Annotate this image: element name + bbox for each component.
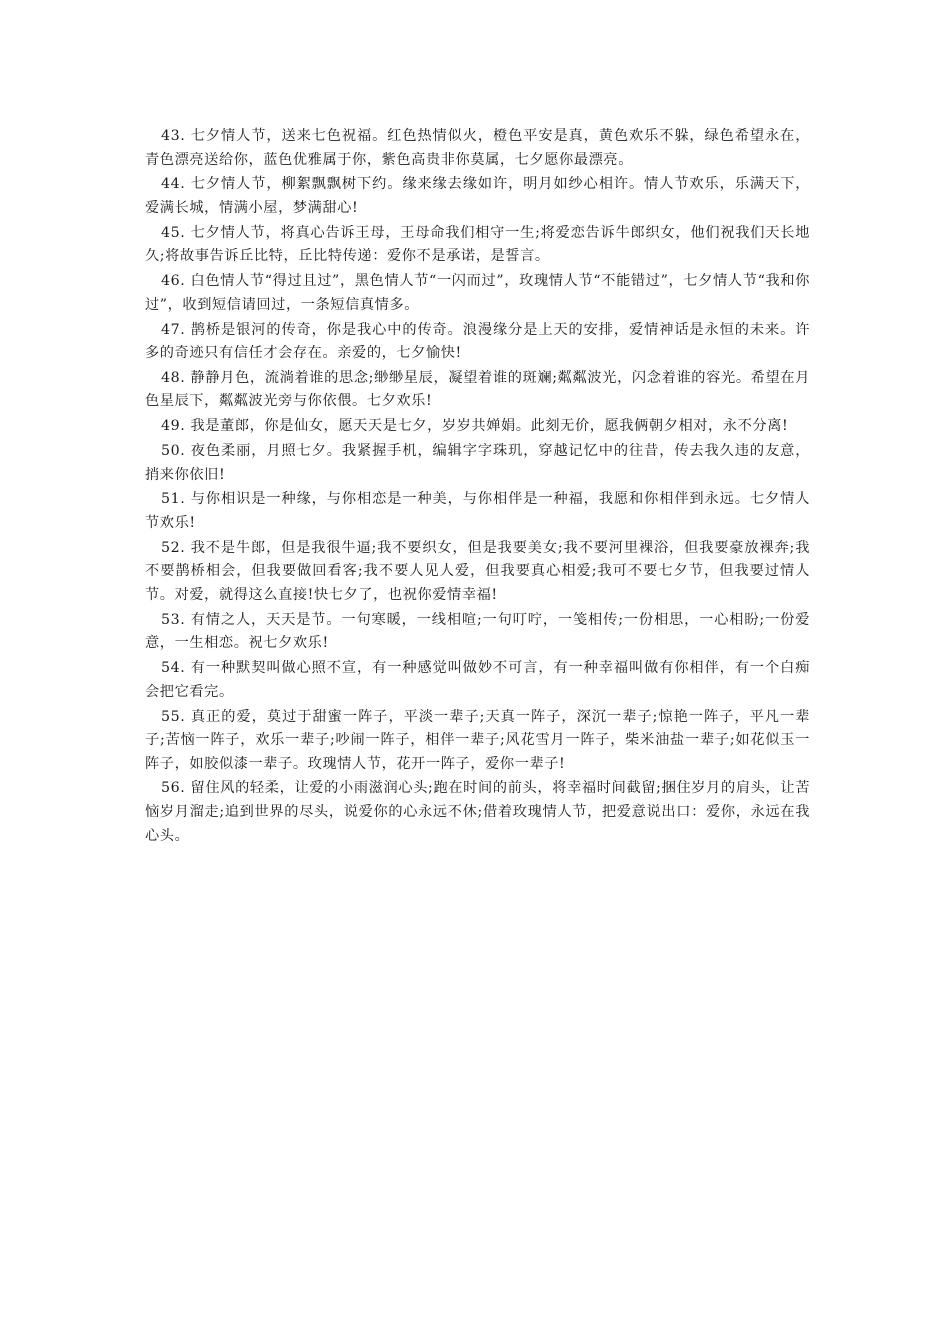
paragraph-47: 47. 鹊桥是银河的传奇，你是我心中的传奇。浪漫缘分是上天的安排，爱情神话是永恒的未来。许多的奇迹只有信任才会存在。亲爱的，七夕愉快! xyxy=(145,321,810,362)
paragraph-52: 52. 我不是牛郎，但是我很牛逼;我不要织女，但是我要美女;我不要河里裸浴，但我要豪放裸奔;我不要鹊桥相会，但我要做回看客;我不要人见人爱，但我要真心相爱;我可不要七夕节，但我要过情人节。对爱，就得这么直接!快七夕了，也祝你爱情幸福! xyxy=(145,539,810,603)
paragraph-49: 49. 我是董郎，你是仙女，愿天天是七夕，岁岁共婵娟。此刻无价，愿我俩朝夕相对，永不分离! xyxy=(161,418,789,435)
paragraph-51: 51. 与你相识是一种缘，与你相恋是一种美，与你相伴是一种福，我愿和你相伴到永远。七夕情人节欢乐! xyxy=(145,491,810,531)
paragraph-48: 48. 静静月色，流淌着谁的思念;缈缈星辰，凝望着谁的斑斓;粼粼波光，闪念着谁的容光。希望在月色星辰下，粼粼波光旁与你依偎。七夕欢乐! xyxy=(145,369,810,410)
paragraph-53: 53. 有情之人，天天是节。一句寒暖，一线相喧;一句叮咛，一笺相传;一份相思，一心相盼;一份爱意，一生相恋。祝七夕欢乐! xyxy=(145,611,810,652)
paragraph-50: 50. 夜色柔丽，月照七夕。我紧握手机，编辑字字珠玑，穿越记忆中的往昔，传去我久违的友意，捎来你依旧! xyxy=(145,443,810,483)
document-body xyxy=(145,125,810,849)
paragraph-44: 44. 七夕情人节，柳絮飘飘树下约。缘来缘去缘如许，明月如纱心相许。情人节欢乐，乐满天下，爱满长城，情满小屋，梦满甜心! xyxy=(145,176,810,216)
paragraph-43: 43. 七夕情人节，送来七色祝福。红色热情似火，橙色平安是真，黄色欢乐不躲，绿色希望永在，青色漂亮送给你，蓝色优雅属于你，紫色高贵非你莫属，七夕愿你最漂亮。 xyxy=(145,128,810,168)
paragraph-46: 46. 白色情人节“得过且过”，黑色情人节“一闪而过”，玫瑰情人节“不能错过”，七夕情人节“我和你过”，收到短信请回过，一条短信真情多。 xyxy=(145,273,810,313)
paragraph-54: 54. 有一种默契叫做心照不宣，有一种感觉叫做妙不可言，有一种幸福叫做有你相伴，有一个白痴会把它看完。 xyxy=(145,660,810,700)
paragraph-56: 56. 留住风的轻柔，让爱的小雨滋润心头;跑在时间的前头，将幸福时间截留;捆住岁月的肩头，让苦恼岁月溜走;追到世界的尽头，说爱你的心永远不休;借着玫瑰情人节，把爱意说出口：爱你，永远在我心头。 xyxy=(145,780,810,844)
paragraph-45: 45. 七夕情人节，将真心告诉王母，王母命我们相守一生;将爱恋告诉牛郎织女，他们祝我们天长地久;将故事告诉丘比特，丘比特传递：爱你不是承诺，是誓言。 xyxy=(145,224,810,265)
paragraph-55: 55. 真正的爱，莫过于甜蜜一阵子，平淡一辈子;天真一阵子，深沉一辈子;惊艳一阵子，平凡一辈子;苦恼一阵子，欢乐一辈子;吵闹一阵子，相伴一辈子;风花雪月一阵子，柴米油盐一辈子;如花似玉一阵子，如胶似漆一辈子。玫瑰情人节，花开一阵子，爱你一辈子! xyxy=(145,708,810,772)
